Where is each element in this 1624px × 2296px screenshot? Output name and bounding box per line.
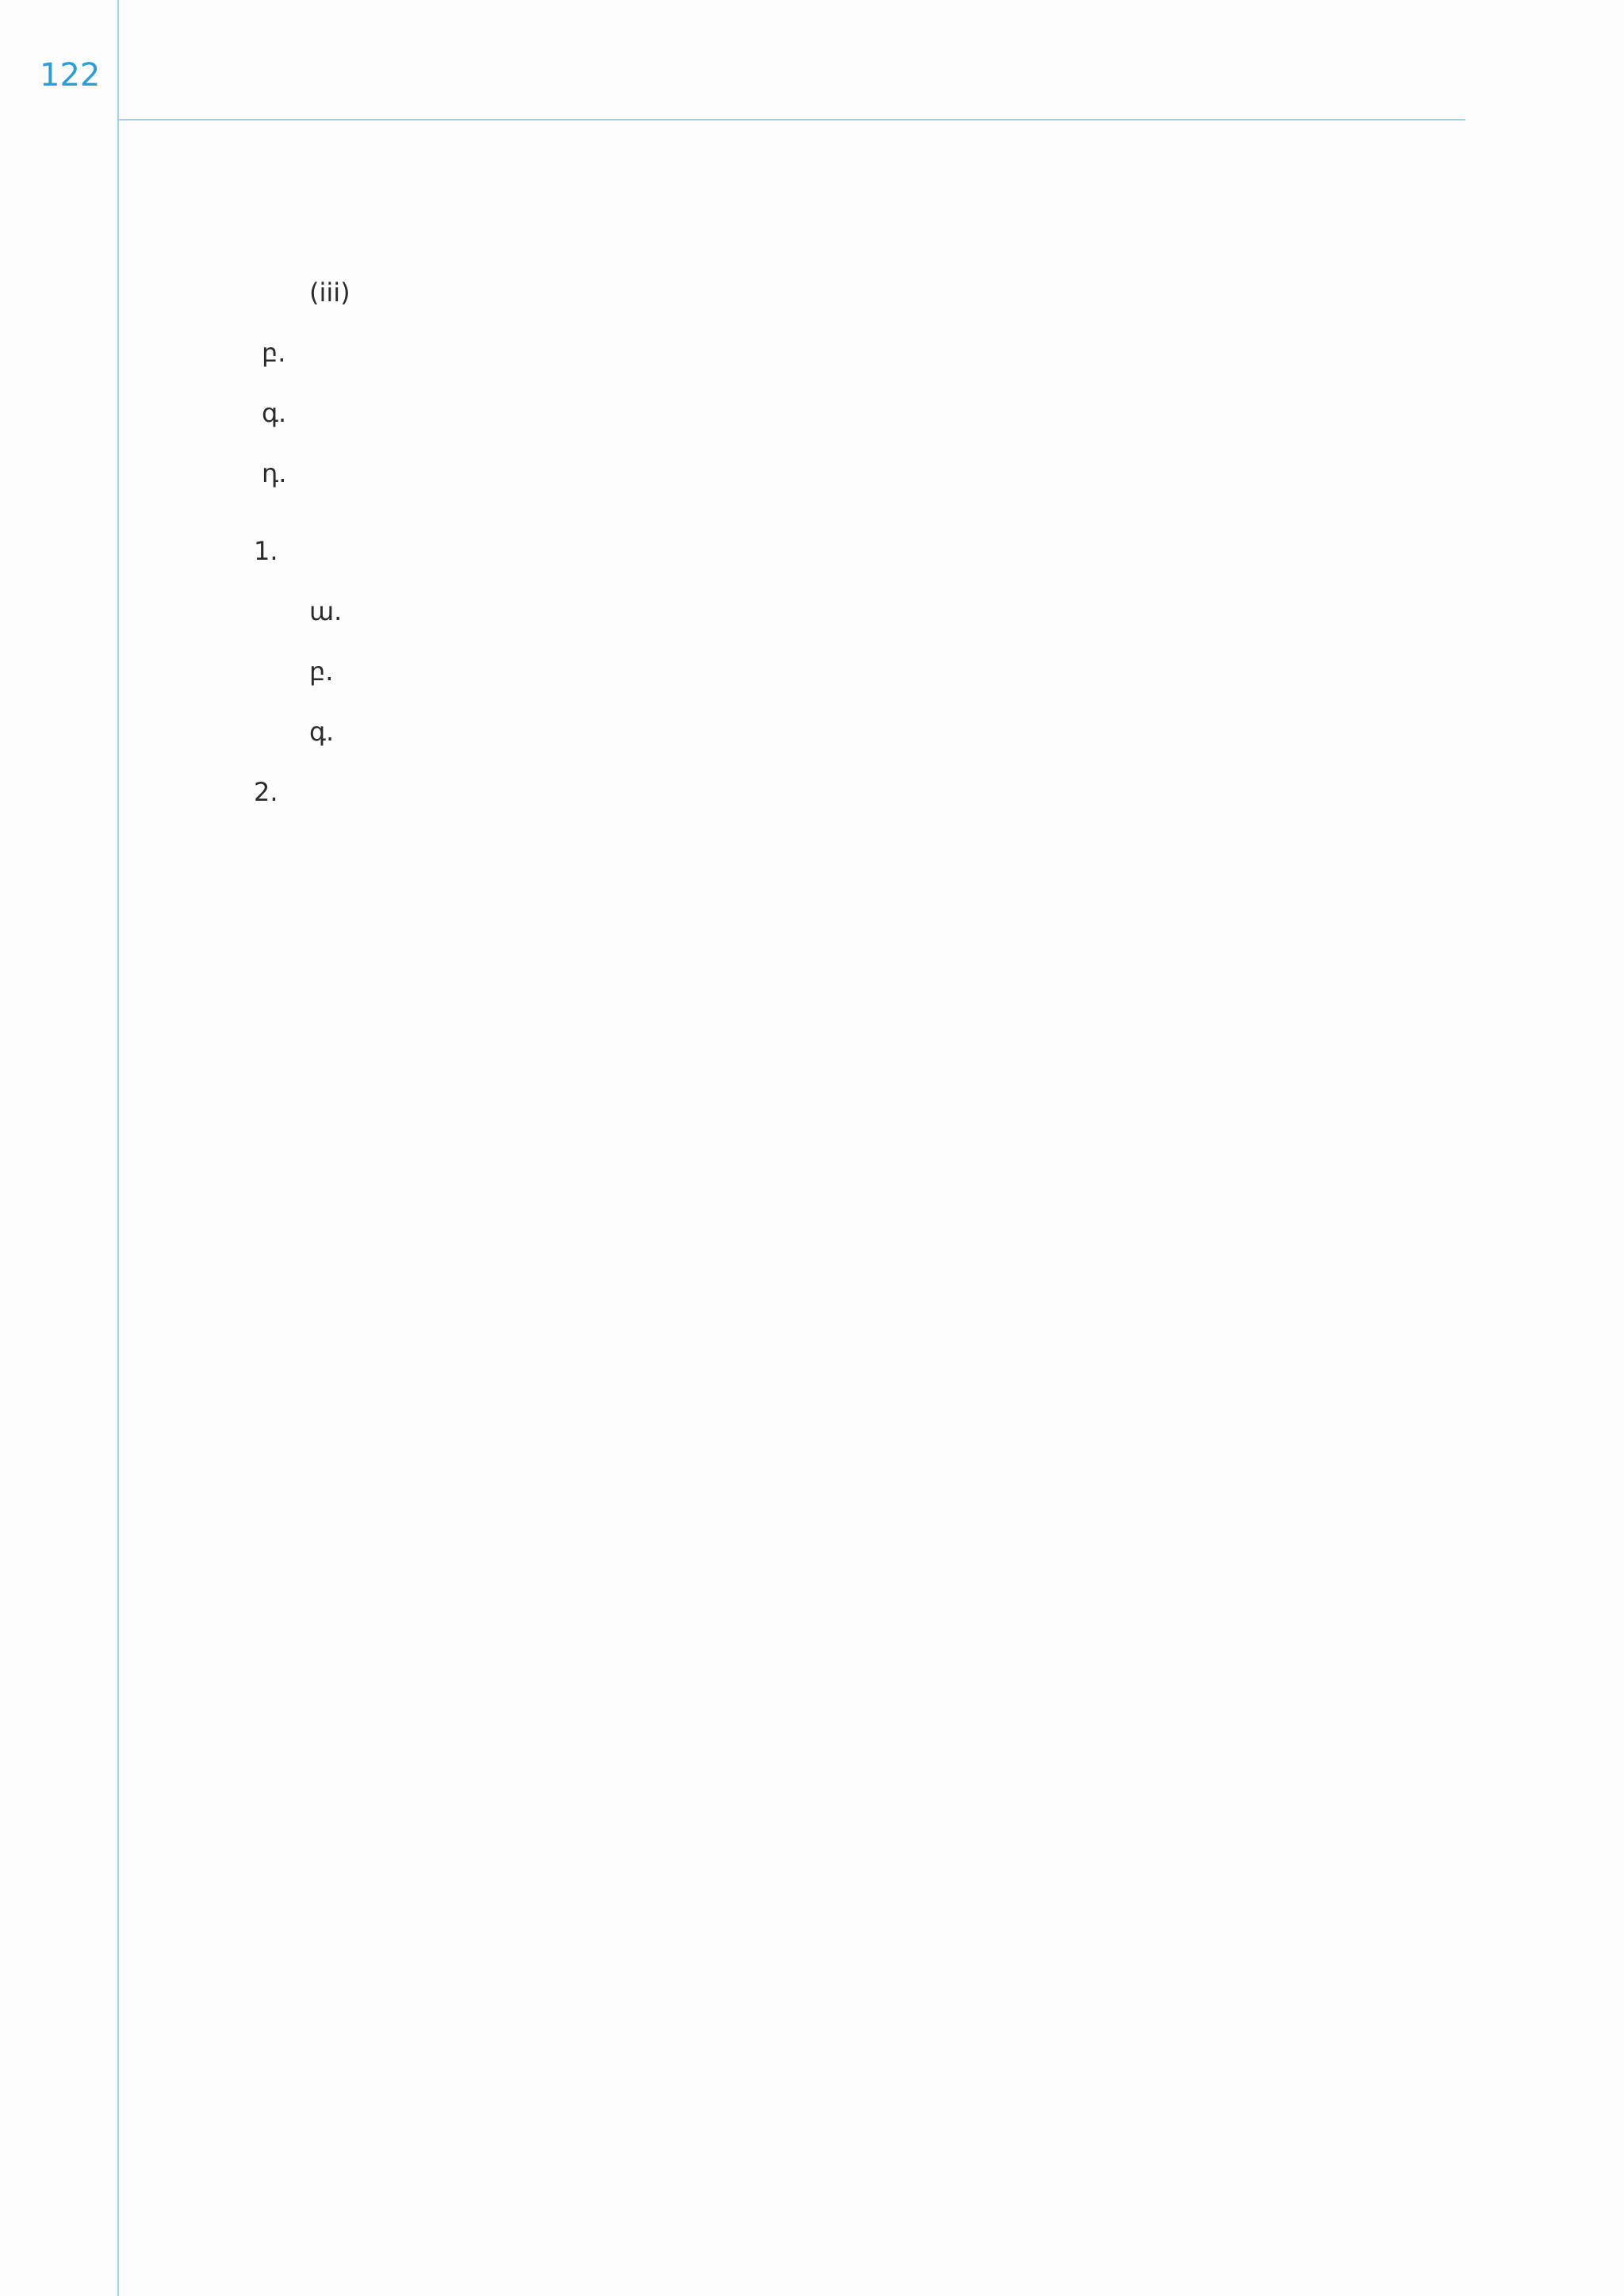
list-text [357,649,1427,695]
list-marker: ա. [309,596,343,626]
numbered-paragraph [254,528,1427,574]
page-number: 122 [40,57,101,94]
list-text [357,588,1427,634]
header-rule [119,119,1465,121]
paragraph-number: 2. [254,777,278,807]
paragraph-text [301,769,1427,815]
list-marker: գ. [309,717,335,747]
list-item [309,588,1427,634]
list-marker: գ. [262,398,287,428]
list-marker: բ. [262,338,286,368]
numbered-paragraph [254,769,1427,815]
list-item [262,450,1427,496]
list-text [309,390,1427,436]
list-item [262,330,1427,376]
paragraph-text [301,528,1427,574]
list-item [309,649,1427,695]
list-item [262,390,1427,436]
list-marker: բ. [309,656,334,687]
list-text [357,270,1427,316]
list-text [309,330,1427,376]
list-text [309,450,1427,496]
page-content [254,270,1427,829]
paragraph-number: 1. [254,536,278,566]
list-marker: (iii) [309,277,350,308]
list-text [357,709,1427,755]
list-item [309,709,1427,755]
list-item [309,270,1427,316]
side-rule [117,0,119,2296]
list-marker: դ. [262,458,287,488]
